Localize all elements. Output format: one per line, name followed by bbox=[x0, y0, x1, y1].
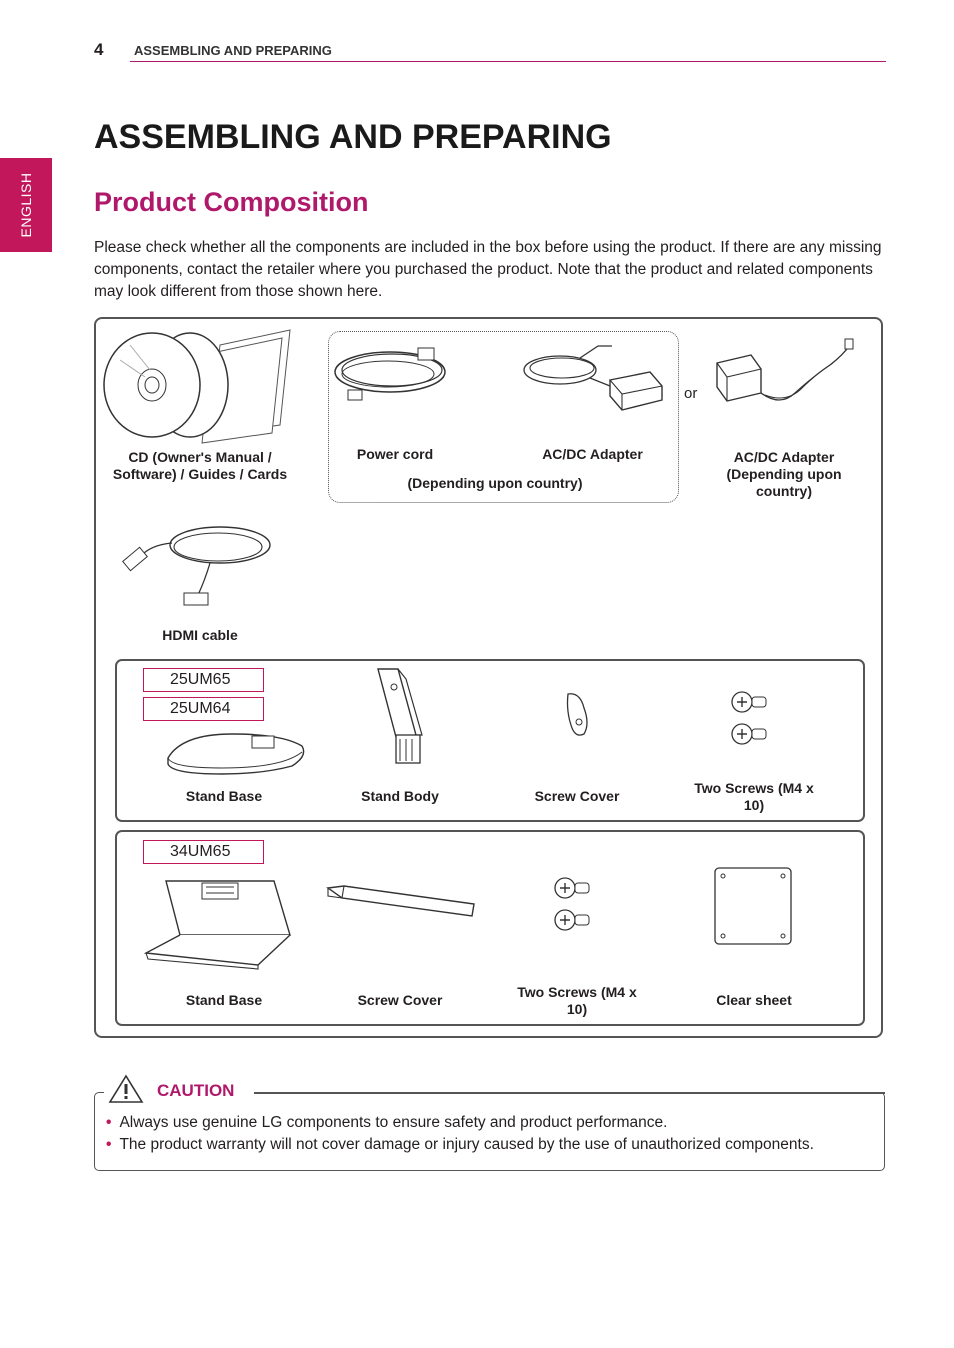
wall-adapter-illustration bbox=[705, 335, 865, 415]
adapter-illustration bbox=[520, 338, 670, 418]
model-badge-34um65: 34UM65 bbox=[143, 840, 264, 864]
or-text: or bbox=[684, 385, 698, 402]
caution-top-rule bbox=[254, 1092, 885, 1094]
clear-sheet-illustration bbox=[713, 866, 795, 948]
language-tab bbox=[0, 158, 52, 252]
model-badge-25um64: 25UM64 bbox=[143, 697, 264, 721]
screws-illustration-b bbox=[553, 876, 595, 936]
stand-body-label: Stand Body bbox=[361, 788, 439, 804]
warning-icon bbox=[108, 1074, 144, 1104]
header-rule bbox=[130, 61, 886, 62]
hdmi-label: HDMI cable bbox=[162, 627, 238, 643]
model-badge-25um65: 25UM65 bbox=[143, 668, 264, 692]
depending-note: (Depending upon country) bbox=[407, 475, 583, 491]
intro-paragraph: Please check whether all the components are included in the box before using the product. If there are any missing components, contact the retailer where you purchased the product. Note that the product and related components may look different from those shown here. bbox=[94, 239, 882, 300]
screw-cover-illustration-b bbox=[322, 882, 482, 922]
caution-title: CAUTION bbox=[157, 1081, 235, 1100]
adapter-label: AC/DC Adapter bbox=[542, 446, 643, 462]
hdmi-cable-illustration bbox=[120, 515, 280, 615]
power-cord-illustration bbox=[330, 340, 460, 410]
caution-item bbox=[106, 1136, 814, 1154]
language-tab-label: ENGLISH bbox=[18, 172, 34, 238]
page-number: 4 bbox=[94, 40, 104, 59]
stand-base-label-b: Stand Base bbox=[185, 992, 263, 1008]
stand-body-illustration bbox=[368, 665, 438, 770]
screws-label-b: Two Screws (M4 x 10) bbox=[517, 984, 637, 1017]
stand-base-illustration-b bbox=[140, 875, 300, 970]
screws-illustration-a bbox=[730, 690, 772, 750]
stand-base-label-a: Stand Base bbox=[185, 788, 263, 804]
screw-cover-label-a: Screw Cover bbox=[534, 788, 620, 804]
section-title: Product Composition bbox=[94, 187, 369, 217]
adapter-alt-label: AC/DC Adapter (Depending upon country) bbox=[726, 449, 842, 499]
screws-label-a: Two Screws (M4 x 10) bbox=[694, 780, 814, 813]
stand-base-illustration bbox=[162, 728, 312, 776]
bullet-icon: • bbox=[106, 1136, 112, 1153]
page-title: ASSEMBLING AND PREPARING bbox=[94, 118, 612, 156]
running-header: ASSEMBLING AND PREPARING bbox=[134, 43, 332, 58]
cd-label: CD (Owner's Manual / Software) / Guides / Cards bbox=[112, 449, 288, 482]
caution-item bbox=[106, 1114, 667, 1132]
clear-sheet-label: Clear sheet bbox=[716, 992, 792, 1008]
caution-item-text: The product warranty will not cover damage or injury caused by the use of unauthorized components. bbox=[119, 1136, 814, 1153]
power-cord-label: Power cord bbox=[356, 446, 434, 462]
screw-cover-illustration-a bbox=[560, 690, 596, 740]
cd-illustration bbox=[100, 325, 300, 445]
screw-cover-label-b: Screw Cover bbox=[357, 992, 443, 1008]
caution-item-text: Always use genuine LG components to ensure safety and product performance. bbox=[119, 1114, 668, 1131]
bullet-icon: • bbox=[106, 1114, 112, 1131]
